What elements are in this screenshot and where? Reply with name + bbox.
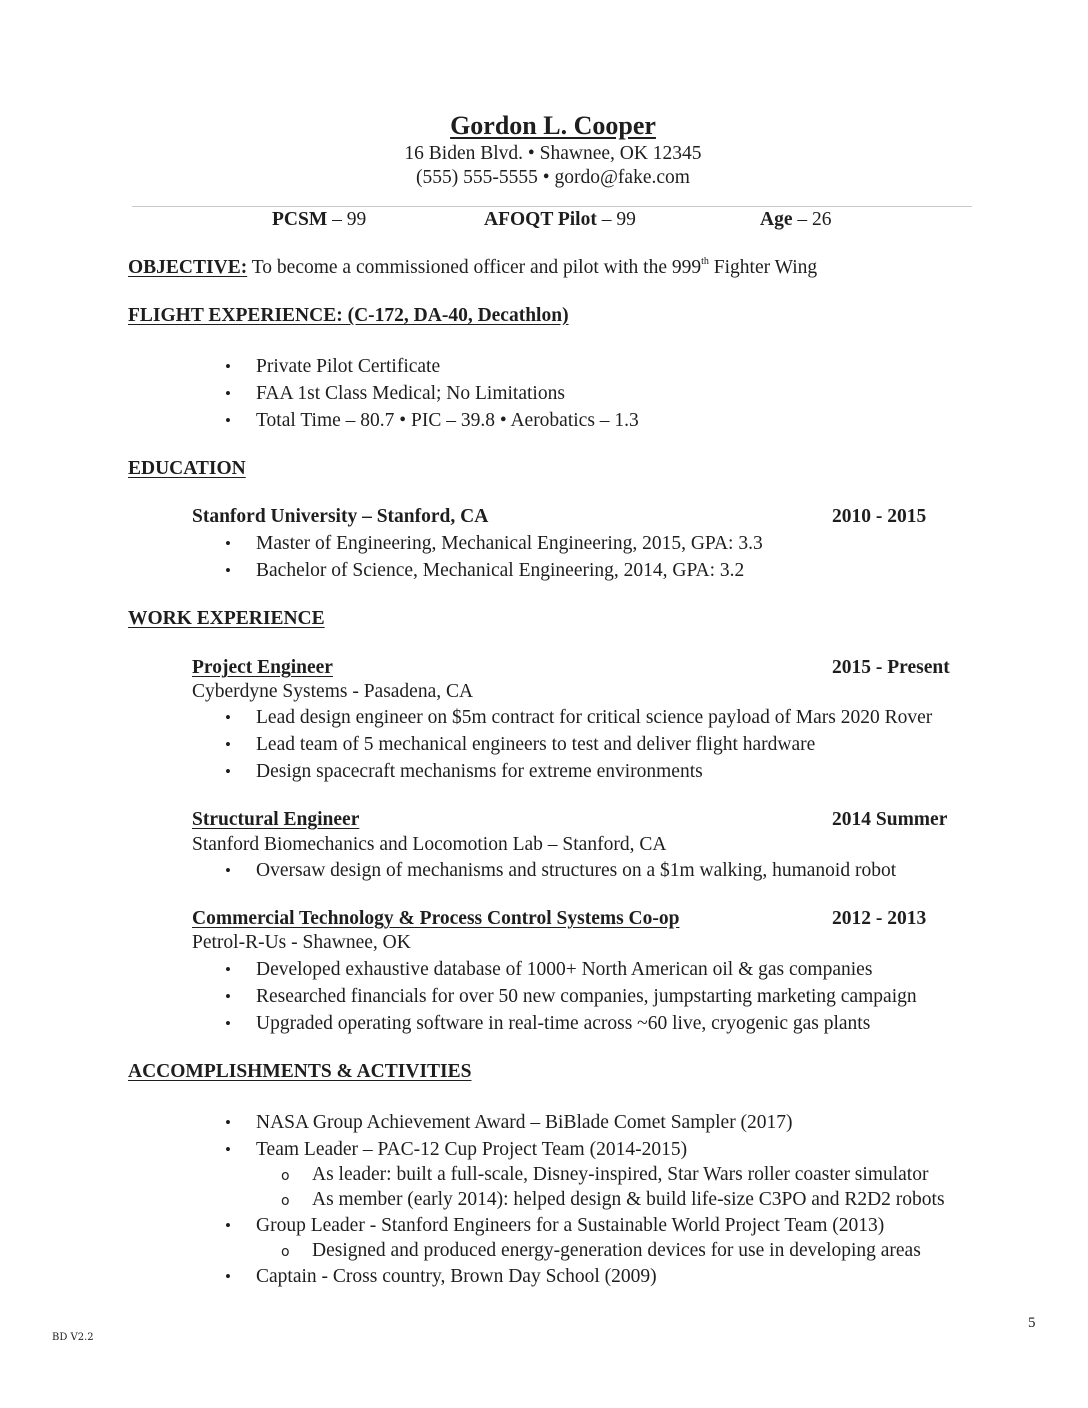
version-label: BD V2.2 <box>52 1332 94 1343</box>
list-item-text: Group Leader - Stanford Engineers for a Sustainable World Project Team (2013) <box>256 1215 885 1236</box>
list-item-text: Total Time – 80.7 • PIC – 39.8 • Aerobatics – 1.3 <box>256 410 639 431</box>
bullet-icon: • <box>225 762 231 781</box>
list-item <box>225 1012 870 1035</box>
list-item <box>225 1214 884 1237</box>
sub-list-item <box>281 1163 928 1186</box>
sub-list-item-text: As leader: built a full-scale, Disney-inspired, Star Wars roller coaster simulator <box>312 1164 929 1185</box>
sub-list-item <box>281 1239 921 1262</box>
objective-superscript: th <box>701 256 709 267</box>
circle-bullet-icon: o <box>281 1168 290 1184</box>
page-number: 5 <box>1028 1315 1036 1331</box>
job-org: Petrol-R-Us - Shawnee, OK <box>192 932 411 953</box>
list-item-text: Oversaw design of mechanisms and structures on a $1m walking, humanoid robot <box>256 860 897 881</box>
contact-line: (555) 555-5555 • gordo@fake.com <box>416 167 690 188</box>
score-pcsm <box>272 208 366 231</box>
list-item <box>225 1138 687 1161</box>
bullet-icon: • <box>225 357 231 376</box>
resume-name: Gordon L. Cooper <box>450 111 656 140</box>
job-dates: 2015 - Present <box>832 657 950 678</box>
objective-label: OBJECTIVE: <box>128 257 248 278</box>
bullet-icon: • <box>225 1267 231 1286</box>
bullet-icon: • <box>225 1014 231 1033</box>
list-item <box>225 382 565 405</box>
bullet-icon: • <box>225 1216 231 1235</box>
address-line: 16 Biden Blvd. • Shawnee, OK 12345 <box>404 143 702 164</box>
list-item-text: Upgraded operating software in real-time across ~60 live, cryogenic gas plants <box>256 1013 871 1034</box>
list-item-text: Researched financials for over 50 new companies, jumpstarting marketing campaign <box>256 986 917 1007</box>
sub-list-item <box>281 1188 945 1211</box>
objective-text-end: Fighter Wing <box>713 257 818 278</box>
list-item-text: NASA Group Achievement Award – BiBlade Comet Sampler (2017) <box>256 1112 793 1133</box>
section-heading-education: EDUCATION <box>128 458 246 479</box>
list-item <box>225 559 744 582</box>
sub-list-item-text: Designed and produced energy-generation devices for use in developing areas <box>312 1240 921 1261</box>
job-title: Commercial Technology & Process Control Systems Co-op <box>192 908 680 929</box>
list-item <box>225 532 763 555</box>
circle-bullet-icon: o <box>281 1193 290 1209</box>
job-org: Cyberdyne Systems - Pasadena, CA <box>192 681 474 702</box>
school-dates: 2010 - 2015 <box>832 506 927 527</box>
list-item <box>225 958 872 981</box>
job-title: Project Engineer <box>192 657 333 678</box>
circle-bullet-icon: o <box>281 1244 290 1260</box>
list-item-text: Lead team of 5 mechanical engineers to test and deliver flight hardware <box>256 734 816 755</box>
bullet-icon: • <box>225 411 231 430</box>
bullet-icon: • <box>225 384 231 403</box>
list-item <box>225 409 639 432</box>
job-dates: 2014 Summer <box>832 809 948 830</box>
list-item-text: Lead design engineer on $5m contract for critical science payload of Mars 2020 Rover <box>256 707 933 728</box>
list-item <box>225 733 815 756</box>
bullet-icon: • <box>225 735 231 754</box>
score-label: Age <box>760 209 793 230</box>
bullet-icon: • <box>225 708 231 727</box>
list-item <box>225 1111 793 1134</box>
bullet-icon: • <box>225 861 231 880</box>
list-item-text: Design spacecraft mechanisms for extreme environments <box>256 761 703 782</box>
job-title: Structural Engineer <box>192 809 360 830</box>
list-item <box>225 706 932 729</box>
bullet-icon: • <box>225 1113 231 1132</box>
job-dates: 2012 - 2013 <box>832 908 927 929</box>
bullet-icon: • <box>225 534 231 553</box>
score-label: AFOQT Pilot <box>484 209 597 230</box>
bullet-icon: • <box>225 987 231 1006</box>
objective <box>128 256 817 279</box>
section-heading-accomplishments: ACCOMPLISHMENTS & ACTIVITIES <box>128 1061 472 1082</box>
section-heading-flight: FLIGHT EXPERIENCE: (C-172, DA-40, Decathlon) <box>128 305 569 326</box>
score-value: – 99 <box>601 209 636 230</box>
list-item-text: Private Pilot Certificate <box>256 356 441 377</box>
section-heading-work: WORK EXPERIENCE <box>128 608 325 629</box>
school-name: Stanford University – Stanford, CA <box>192 506 489 527</box>
list-item-text: Captain - Cross country, Brown Day School (2009) <box>256 1266 657 1287</box>
bullet-icon: • <box>225 1140 231 1159</box>
list-item <box>225 355 440 378</box>
score-value: – 26 <box>797 209 832 230</box>
job-org: Stanford Biomechanics and Locomotion Lab – Stanford, CA <box>192 834 667 855</box>
list-item <box>225 1265 657 1288</box>
score-age <box>760 208 832 231</box>
list-item-text: FAA 1st Class Medical; No Limitations <box>256 383 565 404</box>
bullet-icon: • <box>225 960 231 979</box>
list-item <box>225 985 917 1008</box>
score-afoqt <box>484 208 636 231</box>
score-value: – 99 <box>332 209 367 230</box>
score-label: PCSM <box>272 209 328 230</box>
list-item-text: Team Leader – PAC-12 Cup Project Team (2014-2015) <box>256 1139 688 1160</box>
sub-list-item-text: As member (early 2014): helped design & build life-size C3PO and R2D2 robots <box>312 1189 945 1210</box>
list-item <box>225 760 703 783</box>
list-item-text: Developed exhaustive database of 1000+ North American oil & gas companies <box>256 959 873 980</box>
header-divider <box>132 206 972 207</box>
objective-text: To become a commissioned officer and pilot with the 999 <box>251 257 702 278</box>
list-item-text: Bachelor of Science, Mechanical Engineering, 2014, GPA: 3.2 <box>256 560 745 581</box>
bullet-icon: • <box>225 561 231 580</box>
list-item-text: Master of Engineering, Mechanical Engineering, 2015, GPA: 3.3 <box>256 533 763 554</box>
list-item <box>225 859 896 882</box>
